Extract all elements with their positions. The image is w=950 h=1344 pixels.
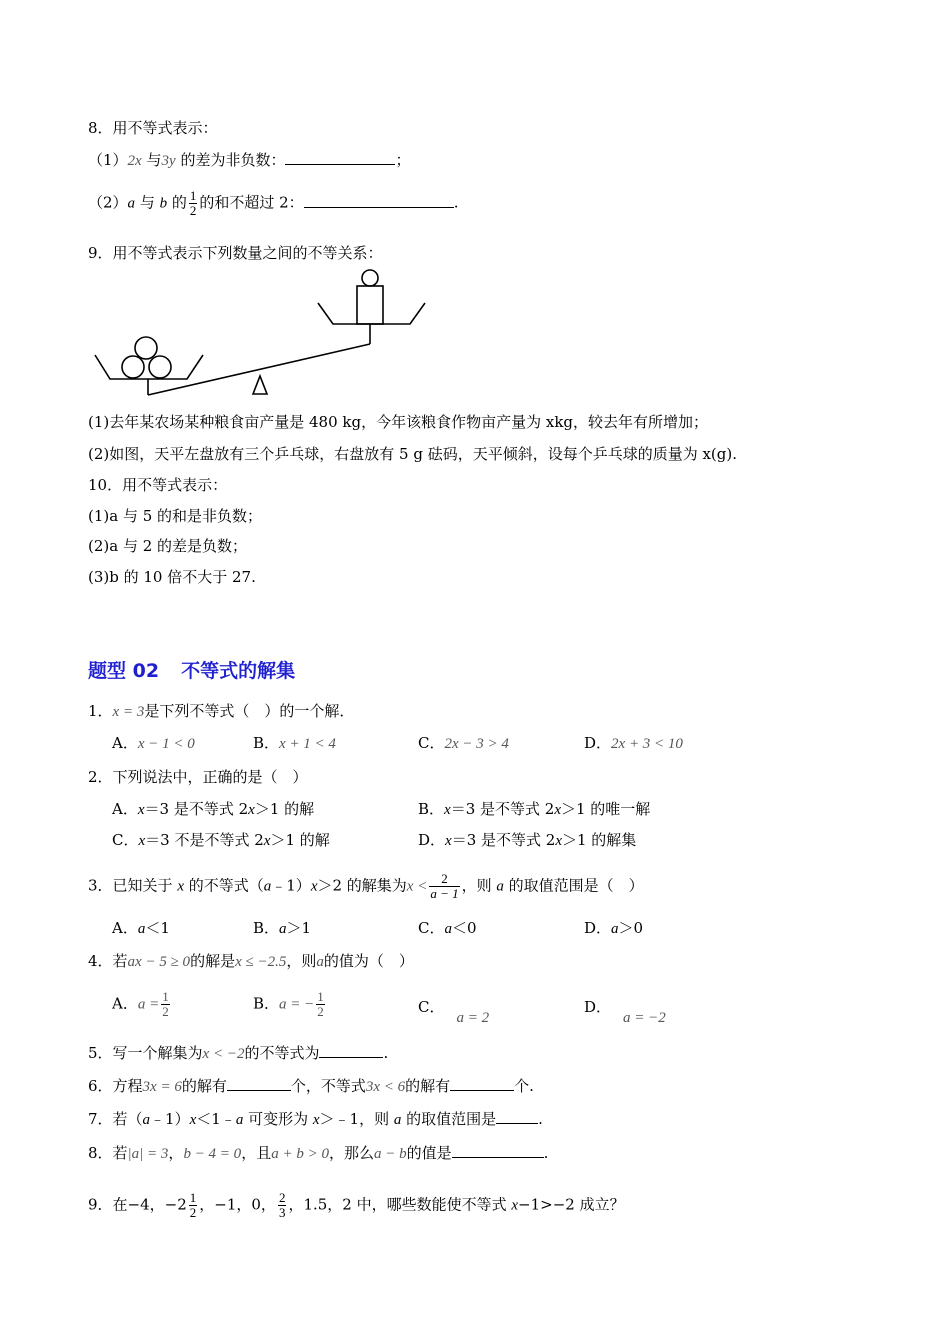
s4-option-a[interactable]: A．a = $\frac{1}{2}$	[112, 989, 169, 1019]
section-title: 题型 02 不等式的解集	[88, 660, 296, 682]
answer-blank[interactable]	[496, 1109, 538, 1124]
s3-option-c[interactable]: C．a＜0	[418, 919, 477, 937]
s2-option-b[interactable]: B．x＝3 是不等式 2x＞1 的唯一解	[418, 800, 651, 818]
answer-blank[interactable]	[319, 1043, 383, 1058]
answer-blank[interactable]	[227, 1076, 291, 1091]
s1-option-c[interactable]: C．2x − 3 > 4	[418, 734, 509, 752]
q8-part2: （2）a 与 b 的 $\frac{1}{2}$ 的和不超过 2： .	[88, 188, 459, 218]
right-pan	[318, 303, 425, 324]
q9-stem: 9．用不等式表示下列数量之间的不等关系：	[88, 244, 383, 262]
ping-pong-ball-top	[135, 337, 157, 359]
math-2x: 2x	[127, 153, 142, 169]
answer-blank[interactable]	[285, 150, 395, 165]
s2-option-d[interactable]: D．x＝3 是不等式 2x＞1 的解集	[418, 831, 637, 849]
s5-stem: 5．写一个解集为x < −2的不等式为 .	[88, 1044, 389, 1062]
weight-block	[357, 286, 383, 324]
answer-blank[interactable]	[452, 1143, 544, 1158]
balance-beam	[148, 344, 370, 395]
answer-blank[interactable]	[304, 193, 454, 208]
q10-part1: (1)a 与 5 的和是非负数；	[88, 507, 263, 525]
s3-option-a[interactable]: A．a＜1	[112, 919, 170, 937]
s2-stem: 2．下列说法中，正确的是（ ）	[88, 768, 308, 786]
s3-option-b[interactable]: B．a＞1	[253, 919, 312, 937]
q8-part1: （1）2x 与3y 的差为非负数： ；	[88, 151, 411, 169]
s6-stem: 6．方程3x = 6的解有 个，不等式3x < 6的解有 个.	[88, 1077, 534, 1095]
q10-stem: 10．用不等式表示：	[88, 476, 228, 494]
q10-part2: (2)a 与 2 的差是负数；	[88, 537, 248, 555]
weight-knob	[362, 270, 378, 286]
q8-stem: 8．用不等式表示：	[88, 119, 218, 137]
s2-option-c[interactable]: C．x＝3 不是不等式 2x＞1 的解	[112, 831, 330, 849]
q9-part2: (2)如图，天平左盘放有三个乒乓球，右盘放有 5 g 砝码，天平倾斜，设每个乒乓球的质量为 x(g).	[88, 445, 738, 463]
s4-stem: 4．若ax − 5 ≥ 0的解是x ≤ −2.5，则a的值为（ ）	[88, 952, 414, 970]
s4-option-b[interactable]: B．a = − $\frac{1}{2}$	[253, 989, 324, 1019]
ping-pong-ball-right	[149, 356, 171, 378]
q10-part3: (3)b 的 10 倍不大于 27.	[88, 568, 256, 586]
s1-option-b[interactable]: B．x + 1 < 4	[253, 734, 336, 752]
fraction-one-half: $\frac{1}{2}$	[189, 1190, 197, 1220]
s2-option-a[interactable]: A．x＝3 是不等式 2x＞1 的解	[112, 800, 315, 818]
s9-stem: 9．在−4，−2 $\frac{1}{2}$ ，−1，0， $\frac{2}{3}$ ，1.5，2 中，哪些数能使不等式 x−1>−2 成立？	[88, 1190, 625, 1220]
s1-option-a[interactable]: A．x − 1 < 0	[112, 734, 195, 752]
s4-option-c[interactable]: C．a = 2	[418, 998, 490, 1026]
s1-option-d[interactable]: D．2x + 3 < 10	[584, 734, 683, 752]
fraction-one-half: $\frac{1}{2}$	[189, 188, 197, 218]
fraction-2-over-a-minus-1: $\frac{2}{a - 1}$	[430, 871, 459, 901]
s3-stem: 3．已知关于 x 的不等式（a﹣1）x＞2 的解集为x < $\frac{2}{a - 1}$ ，则 a 的取值范围是（ ）	[88, 871, 644, 901]
q9-part1: (1)去年某农场某种粮食亩产量是 480 kg，今年该粮食作物亩产量为 xkg，较去年有所增加；	[88, 413, 709, 431]
fulcrum	[253, 376, 267, 394]
s3-option-d[interactable]: D．a＞0	[584, 919, 644, 937]
s8-stem: 8．若|a| = 3，b − 4 = 0，且a + b > 0，那么a − b的值是 .	[88, 1144, 549, 1162]
math-3y: 3y	[161, 153, 176, 169]
s7-stem: 7．若（a﹣1）x＜1﹣a 可变形为 x＞﹣1，则 a 的取值范围是 .	[88, 1110, 543, 1128]
s1-stem: 1．x = 3是下列不等式（ ）的一个解．	[88, 702, 355, 720]
answer-blank[interactable]	[450, 1076, 514, 1091]
s4-option-d[interactable]: D．a = −2	[584, 998, 666, 1026]
ping-pong-ball-left	[122, 356, 144, 378]
fraction-two-thirds: $\frac{2}{3}$	[278, 1190, 286, 1220]
